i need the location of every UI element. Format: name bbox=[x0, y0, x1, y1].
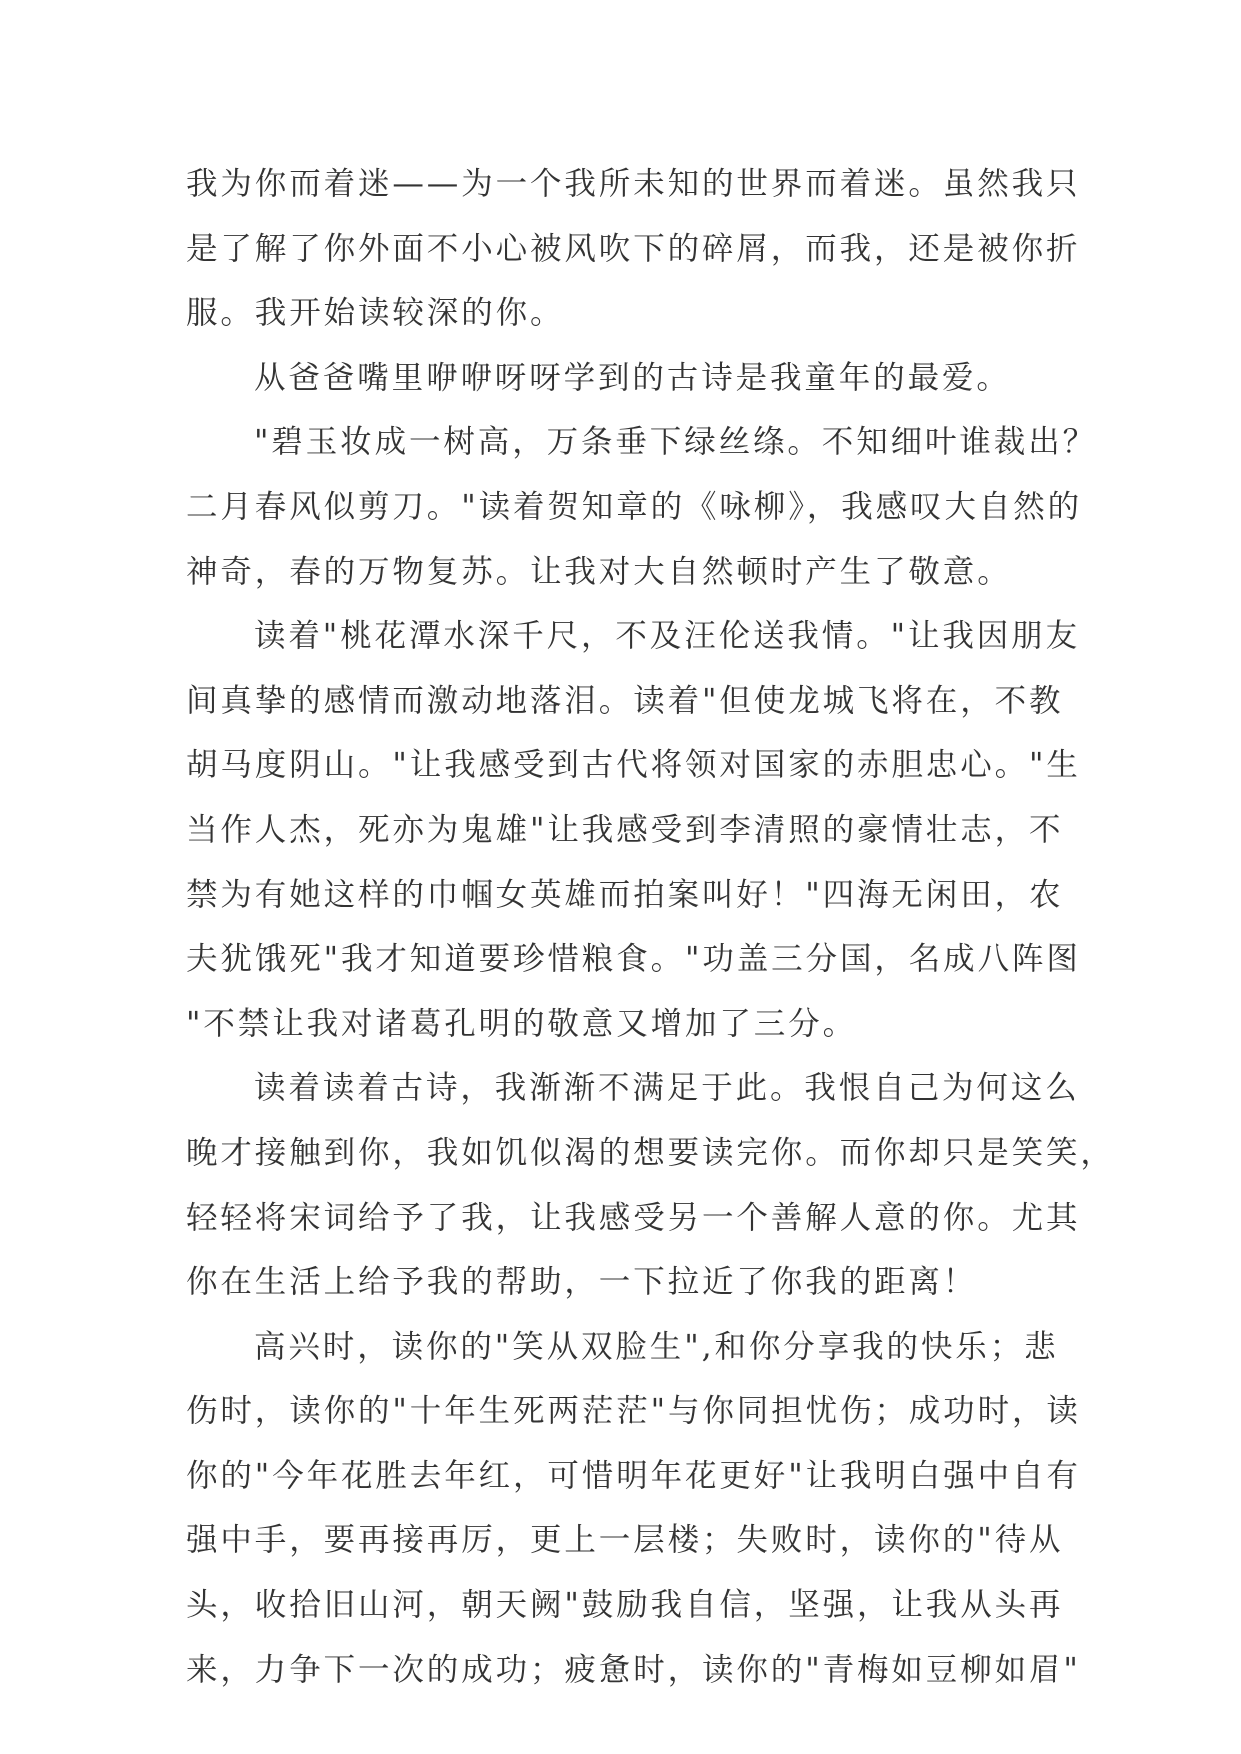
text-line: 头，收拾旧山河，朝天阙"鼓励我自信，坚强，让我从头再 bbox=[186, 1587, 1064, 1624]
text-line: 你在生活上给予我的帮助，一下拉近了你我的距离！ bbox=[186, 1264, 978, 1301]
text-line: 神奇，春的万物复苏。让我对大自然顿时产生了敬意。 bbox=[186, 553, 1012, 590]
text-line: 伤时，读你的"十年生死两茫茫"与你同担忧伤；成功时，读 bbox=[186, 1393, 1081, 1430]
body-text bbox=[186, 152, 1115, 1702]
text-line: "不禁让我对诸葛孔明的敬意又增加了三分。 bbox=[186, 1005, 857, 1042]
text-line: 当作人杰，死亦为鬼雄"让我感受到李清照的豪情壮志，不 bbox=[186, 811, 1064, 848]
text-line: 强中手，要再接再厉，更上一层楼；失败时，读你的"待从 bbox=[186, 1522, 1064, 1559]
text-line: 轻轻将宋词给予了我，让我感受另一个善解人意的你。尤其 bbox=[186, 1199, 1081, 1236]
text-line: 是了解了你外面不小心被风吹下的碎屑，而我，还是被你折 bbox=[186, 230, 1081, 267]
paragraph-start-line: 高兴时，读你的"笑从双脸生",和你分享我的快乐；悲 bbox=[254, 1328, 1059, 1365]
paragraph-start-line: "碧玉妆成一树高，万条垂下绿丝绦。不知细叶谁裁出？ bbox=[254, 424, 1097, 461]
text-line: 二月春风似剪刀。"读着贺知章的《咏柳》，我感叹大自然的 bbox=[186, 488, 1083, 525]
paragraph-start-line: 读着读着古诗，我渐渐不满足于此。我恨自己为何这么 bbox=[254, 1070, 1080, 1107]
text-line: 禁为有她这样的巾帼女英雄而拍案叫好！"四海无闲田，农 bbox=[186, 876, 1064, 913]
text-line: 晚才接触到你，我如饥似渴的想要读完你。而你却只是笑笑， bbox=[186, 1134, 1115, 1171]
paragraph-start-line: 从爸爸嘴里咿咿呀呀学到的古诗是我童年的最爱。 bbox=[254, 359, 1011, 396]
paragraph-start-line: 读着"桃花潭水深千尺，不及汪伦送我情。"让我因朋友 bbox=[254, 618, 1080, 655]
text-line: 夫犹饿死"我才知道要珍惜粮食。"功盖三分国，名成八阵图 bbox=[186, 941, 1081, 978]
text-line: 间真挚的感情而激动地落泪。读着"但使龙城飞将在，不教 bbox=[186, 682, 1064, 719]
text-line: 胡马度阴山。"让我感受到古代将领对国家的赤胆忠心。"生 bbox=[186, 747, 1081, 784]
text-line: 服。我开始读较深的你。 bbox=[186, 295, 565, 332]
text-line: 来，力争下一次的成功；疲惫时，读你的"青梅如豆柳如眉" bbox=[186, 1651, 1081, 1688]
text-line: 你的"今年花胜去年红，可惜明年花更好"让我明白强中自有 bbox=[186, 1457, 1081, 1494]
text-line: 我为你而着迷——为一个我所未知的世界而着迷。虽然我只 bbox=[186, 166, 1081, 202]
